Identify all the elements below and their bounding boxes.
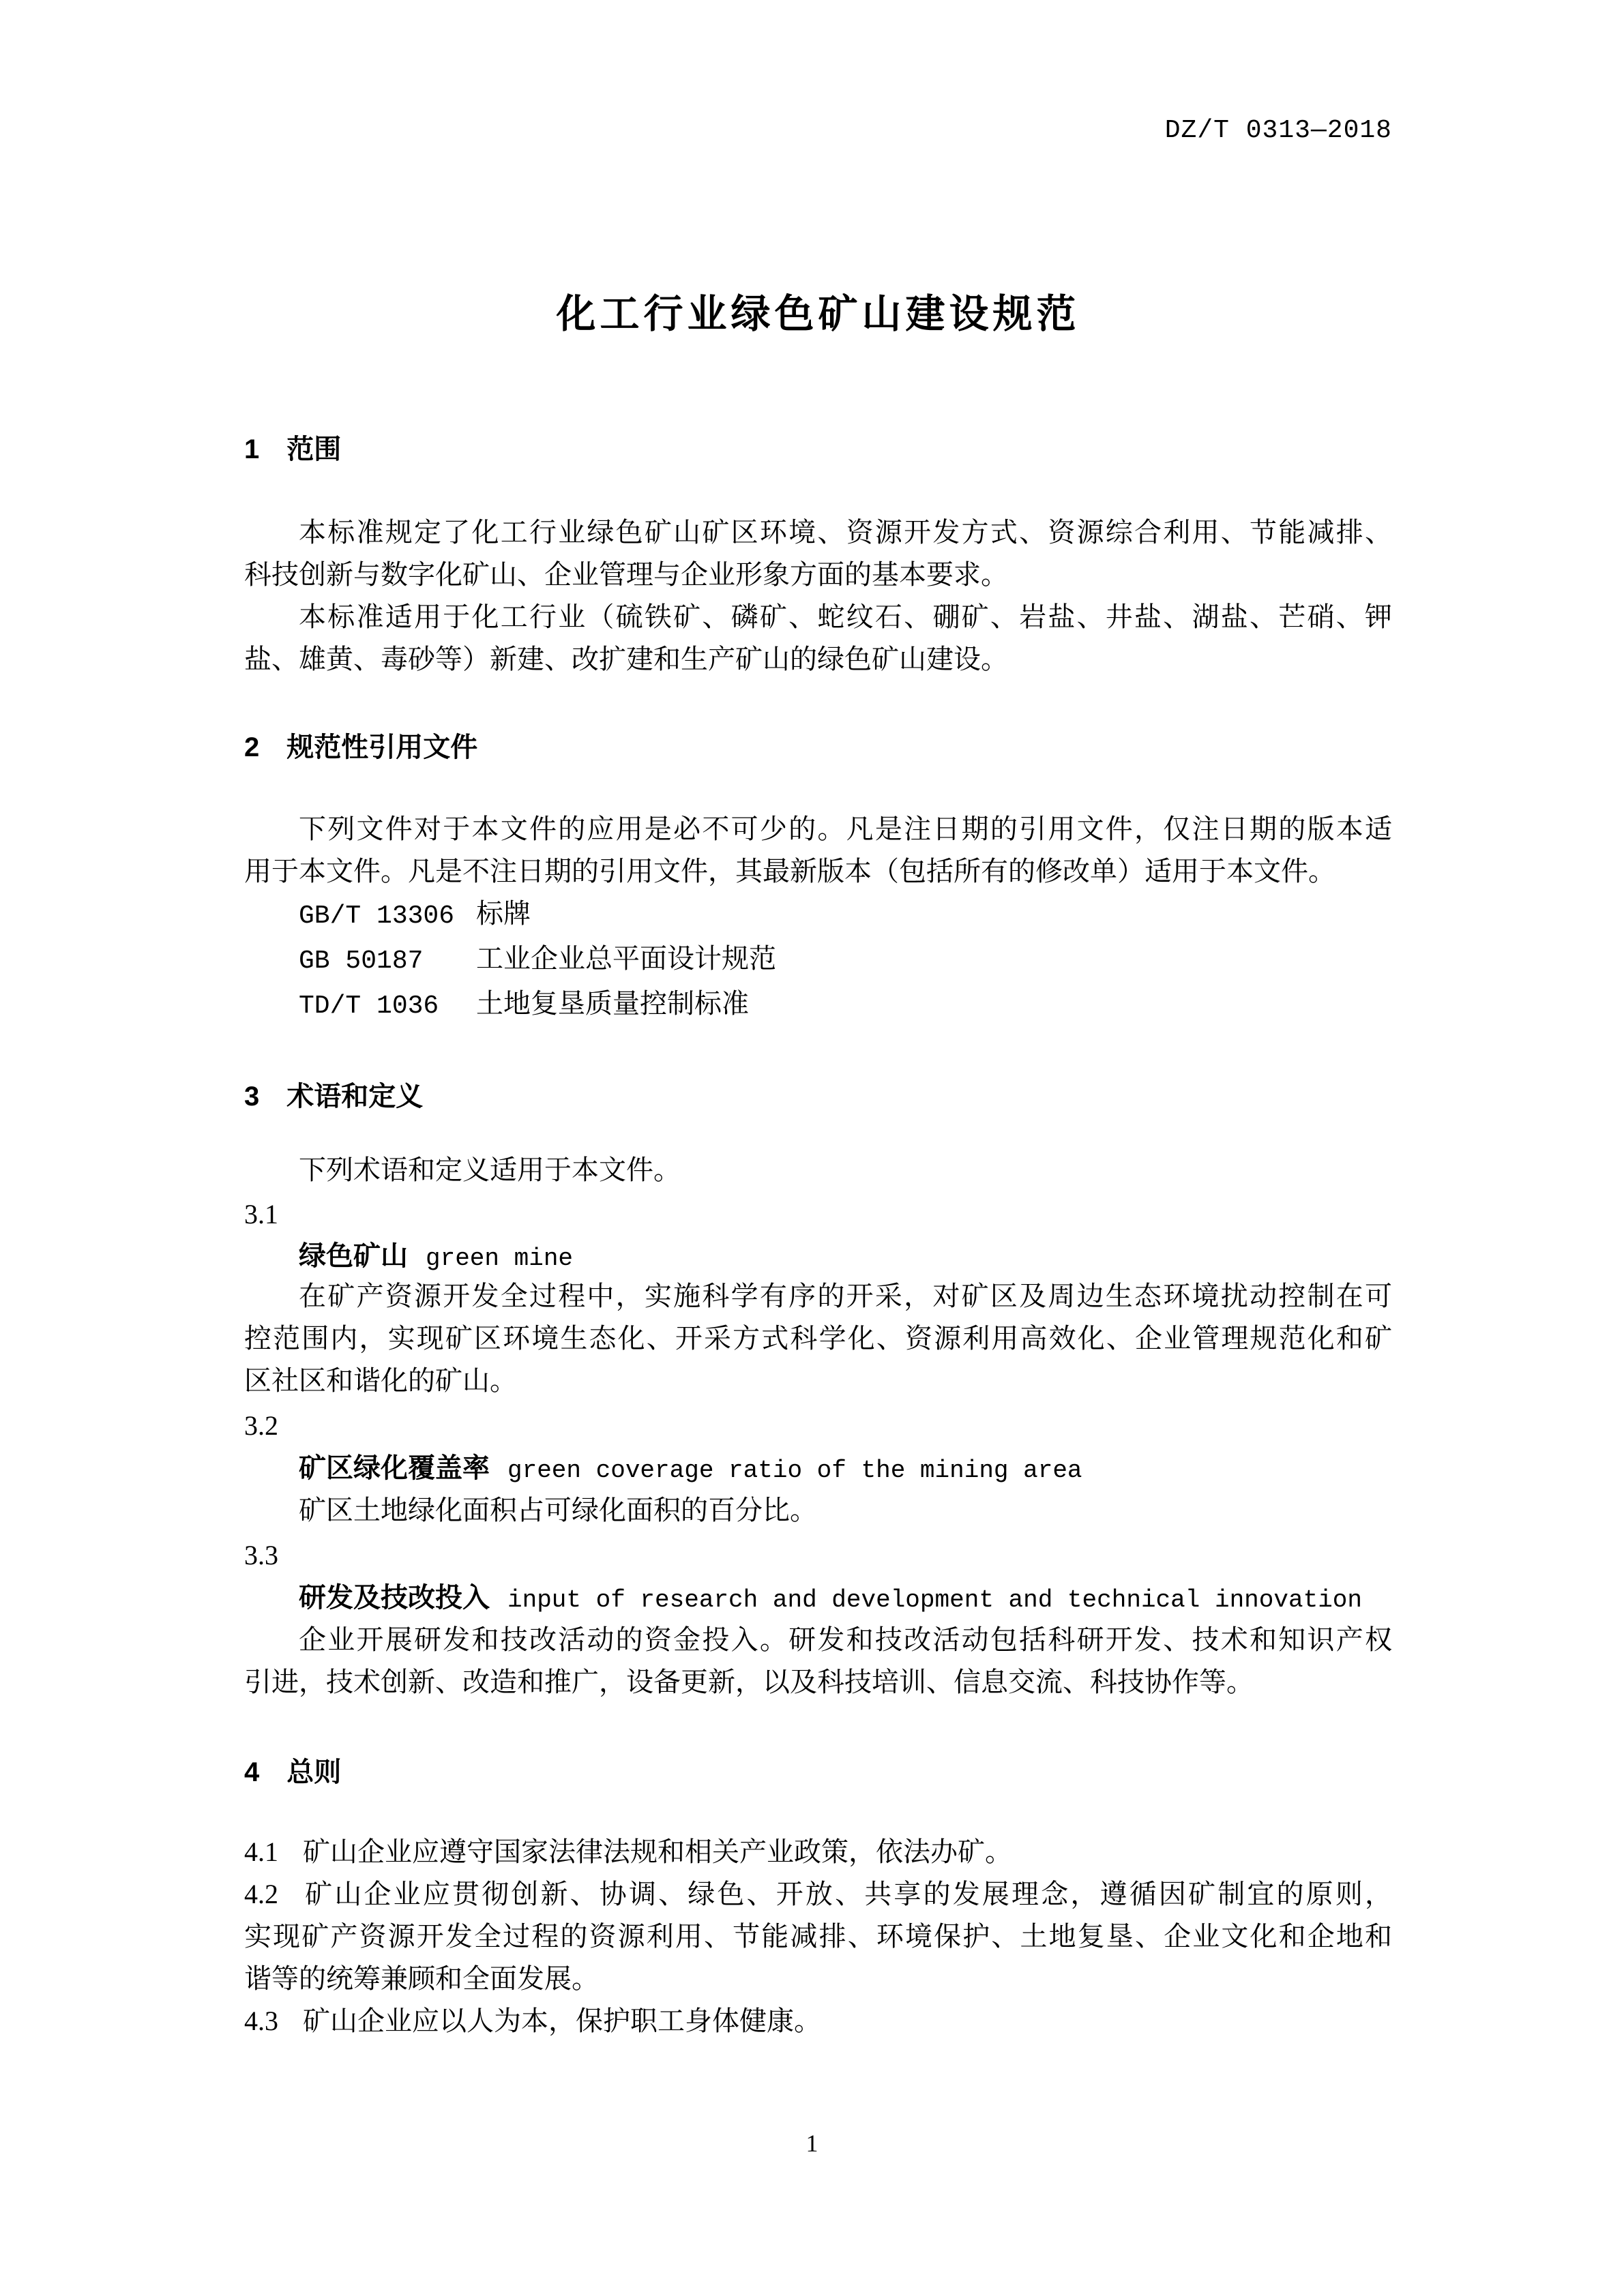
clause-number: 4.1 [244, 1836, 278, 1867]
term-title [244, 1235, 1392, 1280]
normative-references [244, 893, 1392, 1028]
reference-name: 土地复垦质量控制标准 [476, 988, 749, 1019]
reference-name: 工业企业总平面设计规范 [476, 943, 776, 974]
paragraph-line: 本标准规定了化工行业绿色矿山矿区环境、资源开发方式、资源综合利用、节能减排、 [299, 517, 1392, 548]
section4-heading [244, 1751, 1392, 1793]
paragraph-line: 下列文件对于本文件的应用是必不可少的。凡是注日期的引用文件，仅注日期的版本适 [299, 814, 1392, 844]
term-en: input of research and development and technical innovation [507, 1586, 1363, 1614]
section2-heading [244, 726, 1392, 769]
reference-item [244, 938, 1392, 983]
term-definition [244, 1489, 1392, 1532]
section1-number: 1 [244, 434, 260, 464]
section2-title: 规范性引用文件 [286, 732, 478, 762]
paragraph-line: 用于本文件。凡是不注日期的引用文件，其最新版本（包括所有的修改单）适用于本文件。 [244, 856, 1335, 886]
clause-4-3 [244, 2000, 1392, 2042]
term-title [244, 1447, 1392, 1492]
section1-heading [244, 428, 1392, 471]
clause-text: 矿山企业应遵守国家法律法规和相关产业政策，依法办矿。 [303, 1836, 1012, 1867]
clause-line [244, 1873, 1392, 1915]
section3-title: 术语和定义 [286, 1082, 424, 1112]
section3-heading [244, 1075, 1392, 1118]
term-number: 3.2 [244, 1410, 278, 1441]
section4-number: 4 [244, 1757, 260, 1787]
definition-line: 区社区和谐化的矿山。 [244, 1365, 517, 1396]
definition-line: 矿区土地绿化面积占可绿化面积的百分比。 [299, 1495, 817, 1525]
section1-title: 范围 [286, 434, 342, 464]
reference-code: TD/T 1036 [299, 992, 439, 1021]
section2-number: 2 [244, 732, 260, 762]
document-title: 化工行业绿色矿山建设规范 [556, 292, 1080, 336]
paragraph-line: 盐、雄黄、毒砂等）新建、改扩建和生产矿山的绿色矿山建设。 [244, 644, 1008, 674]
section1-body [244, 511, 1392, 681]
term-zh: 矿区绿化覆盖率 [299, 1453, 490, 1483]
definition-line: 企业开展研发和技改活动的资金投入。研发和技改活动包括科研开发、技术和知识产权 [299, 1624, 1392, 1655]
clause-number: 4.2 [244, 1879, 278, 1909]
reference-code: GB/T 13306 [299, 901, 455, 931]
definition-line: 在矿产资源开发全过程中，实施科学有序的开采，对矿区及周边生态环境扰动控制在可 [299, 1281, 1392, 1311]
section4-title: 总则 [286, 1757, 342, 1787]
term-zh: 研发及技改投入 [299, 1583, 490, 1613]
clause-line: 谐等的统筹兼顾和全面发展。 [244, 1963, 599, 1994]
term-number: 3.3 [244, 1540, 278, 1570]
reference-code: GB 50187 [299, 946, 424, 976]
section3-intro: 下列术语和定义适用于本文件。 [299, 1154, 681, 1185]
reference-name: 标牌 [476, 898, 531, 929]
term-zh: 绿色矿山 [299, 1241, 408, 1271]
section2-body [244, 808, 1392, 893]
clause-number: 4.3 [244, 2006, 278, 2036]
definition-line: 引进，技术创新、改造和推广，设备更新，以及科技培训、信息交流、科技协作等。 [244, 1667, 1254, 1697]
definition-line: 控范围内，实现矿区环境生态化、开采方式科学化、资源利用高效化、企业管理规范化和矿 [244, 1323, 1392, 1354]
reference-item [244, 893, 1392, 938]
reference-item [244, 983, 1392, 1028]
term-title [244, 1577, 1392, 1622]
clause-text: 矿山企业应贯彻创新、协调、绿色、开放、共享的发展理念，遵循因矿制宜的原则， [303, 1879, 1392, 1909]
clause-text: 矿山企业应以人为本，保护职工身体健康。 [303, 2006, 821, 2036]
section3-number: 3 [244, 1082, 260, 1112]
standard-code: DZ/T 0313—2018 [1164, 116, 1392, 145]
term-definition [244, 1619, 1392, 1703]
term-en: green coverage ratio of the mining area [507, 1457, 1082, 1485]
term-number: 3.1 [244, 1199, 278, 1229]
paragraph-line: 本标准适用于化工行业（硫铁矿、磷矿、蛇纹石、硼矿、岩盐、井盐、湖盐、芒硝、钾 [299, 601, 1392, 632]
clause-4-2 [244, 1873, 1392, 2000]
page-number: 1 [806, 2130, 818, 2157]
clause-4-1 [244, 1831, 1392, 1873]
term-definition [244, 1275, 1392, 1402]
term-en: green mine [426, 1244, 574, 1272]
clause-line: 实现矿产资源开发全过程的资源利用、节能减排、环境保护、土地复垦、企业文化和企地和 [244, 1921, 1392, 1952]
paragraph-line: 科技创新与数字化矿山、企业管理与企业形象方面的基本要求。 [244, 559, 1008, 590]
